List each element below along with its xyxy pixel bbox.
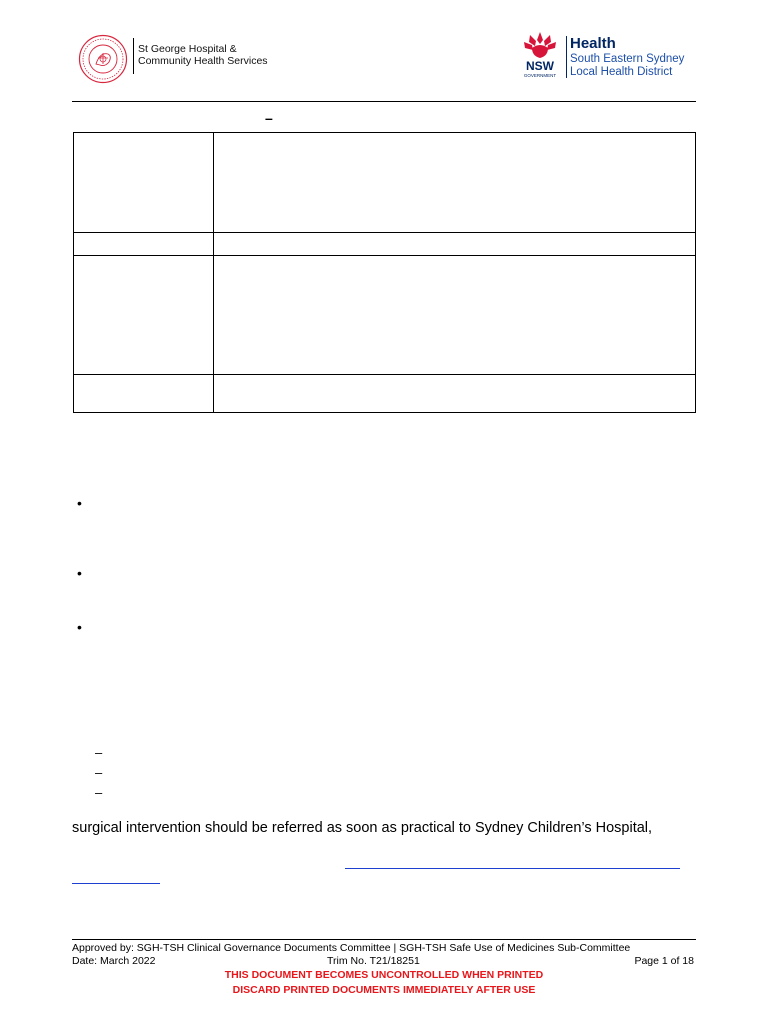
footer-approved-by: Approved by: SGH-TSH Clinical Governance Documents Committee | SGH-TSH Safe Use of Medicines Sub-Committee [72,942,631,954]
health-lhd-name [570,35,684,79]
dash-list-marker: – [95,765,103,780]
footer-date: Date: March 2022 [72,955,156,967]
table-row [74,256,696,375]
health-title: Health [570,35,616,52]
footer-page-number: Page 1 of 18 [634,955,694,967]
table-cell-value [214,256,696,375]
footer-warning-discard: DISCARD PRINTED DOCUMENTS IMMEDIATELY AFTER USE [232,984,536,996]
body-paragraph: surgical intervention should be referred as soon as practical to Sydney Children’s Hospital, [72,820,653,836]
hyperlink-underline[interactable] [72,883,160,884]
table-cell-value [214,233,696,256]
summary-table [73,132,696,413]
health-sub-line1: South Eastern Sydney [570,53,685,65]
footer-rule [72,939,696,940]
dash-list-marker: – [95,785,103,800]
dash-list-marker: – [95,745,103,760]
footer-warning-uncontrolled: THIS DOCUMENT BECOMES UNCONTROLLED WHEN PRINTED [224,969,544,981]
bullet-point: • [77,565,82,581]
header-rule [72,101,696,102]
nsw-waratah-icon [515,30,565,78]
table-cell-value [214,375,696,413]
bullet-point: • [77,495,82,511]
table-row [74,133,696,233]
title-dash: – [265,110,273,126]
table-cell-value [214,133,696,233]
nsw-logo-text: NSW [526,59,554,73]
nsw-logo-subtext: GOVERNMENT [523,73,557,78]
header-divider [133,38,134,74]
st-george-hospital-crest-icon [78,34,128,84]
hyperlink-underline[interactable] [345,868,680,869]
table-row [74,375,696,413]
table-cell-label [74,233,214,256]
table-cell-label [74,256,214,375]
sgh-name-line2: Community Health Services [138,55,268,67]
table-cell-label [74,375,214,413]
footer-trim-number: Trim No. T21/18251 [327,955,420,967]
bullet-point: • [77,619,82,635]
sgh-name-line1: St George Hospital & [138,43,237,55]
health-sub-line2: Local Health District [570,66,673,78]
header-divider-nsw [566,36,567,78]
table-cell-label [74,133,214,233]
sgh-name [138,43,268,67]
table-row [74,233,696,256]
